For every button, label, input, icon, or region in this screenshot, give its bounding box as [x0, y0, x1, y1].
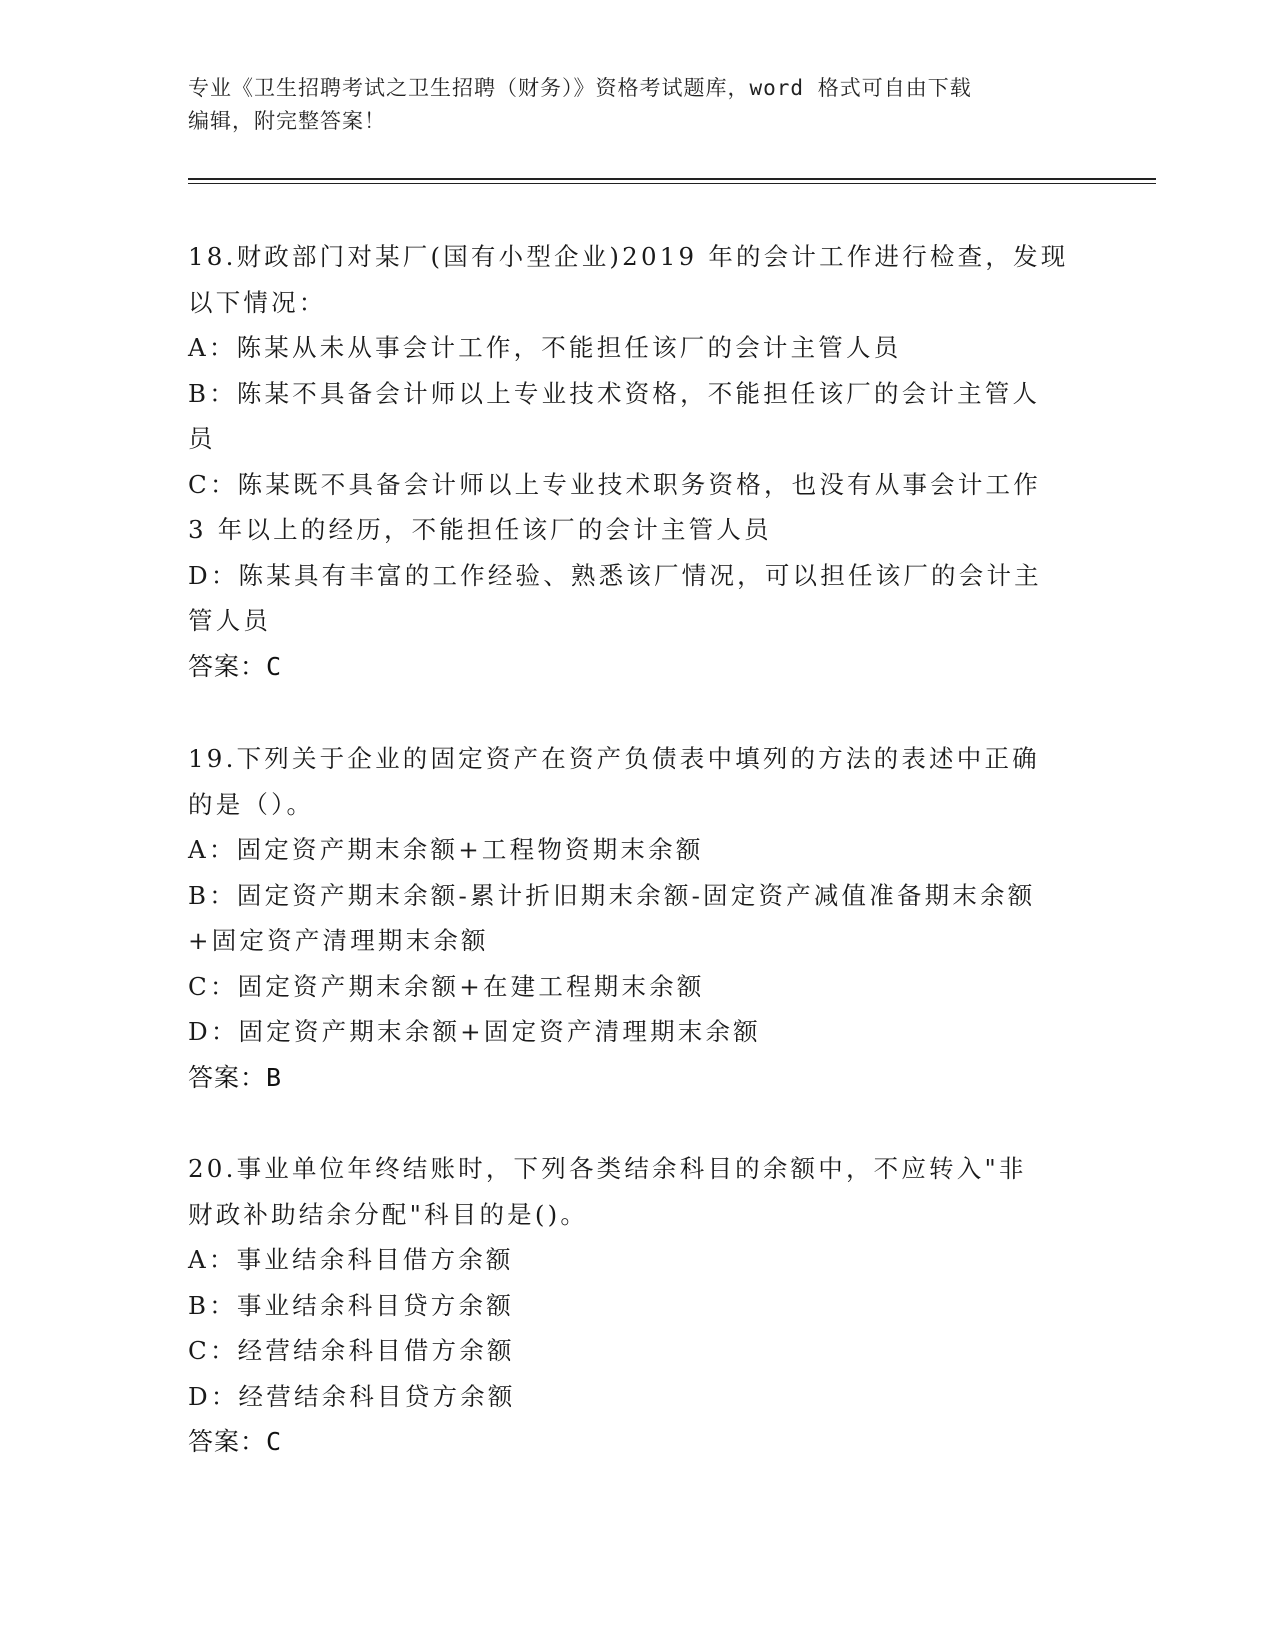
option-d: D：固定资产期末余额+固定资产清理期末余额	[188, 1017, 761, 1046]
question-stem-line: 的是（）。	[188, 789, 315, 819]
option-d: D：经营结余科目贷方余额	[188, 1381, 516, 1411]
option-a: A：陈某从未从事会计工作，不能担任该厂的会计主管人员	[188, 333, 902, 362]
option-b: B：固定资产期末余额-累计折旧期末余额-固定资产减值准备期末余额	[188, 880, 1036, 910]
option-a: A：事业结余科目借方余额	[188, 1245, 514, 1274]
question-stem-line: 财政补助结余分配"科目的是()。	[188, 1199, 589, 1229]
option-c: C：固定资产期末余额+在建工程期末余额	[188, 971, 705, 1001]
question-stem-line: 20.事业单位年终结账时，下列各类结余科目的余额中，不应转入"非	[188, 1154, 1027, 1183]
question-20	[188, 1146, 1088, 1465]
question-stem-line: 18.财政部门对某厂(国有小型企业)2019 年的会计工作进行检查，发现	[188, 242, 1069, 271]
header-divider-thick	[188, 178, 1156, 180]
option-b-continued: +固定资产清理期末余额	[188, 926, 489, 955]
option-d-continued: 管人员	[188, 606, 272, 635]
question-19	[188, 736, 1088, 1100]
header-line-1: 专业《卫生招聘考试之卫生招聘（财务）》资格考试题库，word 格式可自由下载	[188, 76, 972, 100]
option-d: D：陈某具有丰富的工作经验、熟悉该厂情况，可以担任该厂的会计主	[188, 560, 1042, 590]
option-c: C：经营结余科目借方余额	[188, 1336, 515, 1365]
option-c-continued: 3 年以上的经历，不能担任该厂的会计主管人员	[188, 515, 772, 544]
answer-line: 答案：B	[188, 1062, 283, 1092]
answer-line: 答案：C	[188, 651, 283, 681]
question-18	[188, 234, 1088, 689]
option-c: C：陈某既不具备会计师以上专业技术职务资格，也没有从事会计工作	[188, 469, 1041, 499]
question-stem-line: 以下情况：	[188, 287, 327, 317]
answer-line: 答案：C	[188, 1427, 283, 1456]
document-header	[188, 72, 1088, 138]
header-divider-thin	[188, 183, 1156, 184]
option-b: B：事业结余科目贷方余额	[188, 1290, 514, 1320]
option-a: A：固定资产期末余额+工程物资期末余额	[188, 835, 704, 864]
option-b-continued: 员	[188, 424, 216, 453]
option-b: B：陈某不具备会计师以上专业技术资格，不能担任该厂的会计主管人	[188, 378, 1041, 408]
question-stem-line: 19.下列关于企业的固定资产在资产负债表中填列的方法的表述中正确	[188, 744, 1040, 773]
header-line-2: 编辑，附完整答案！	[188, 109, 386, 133]
